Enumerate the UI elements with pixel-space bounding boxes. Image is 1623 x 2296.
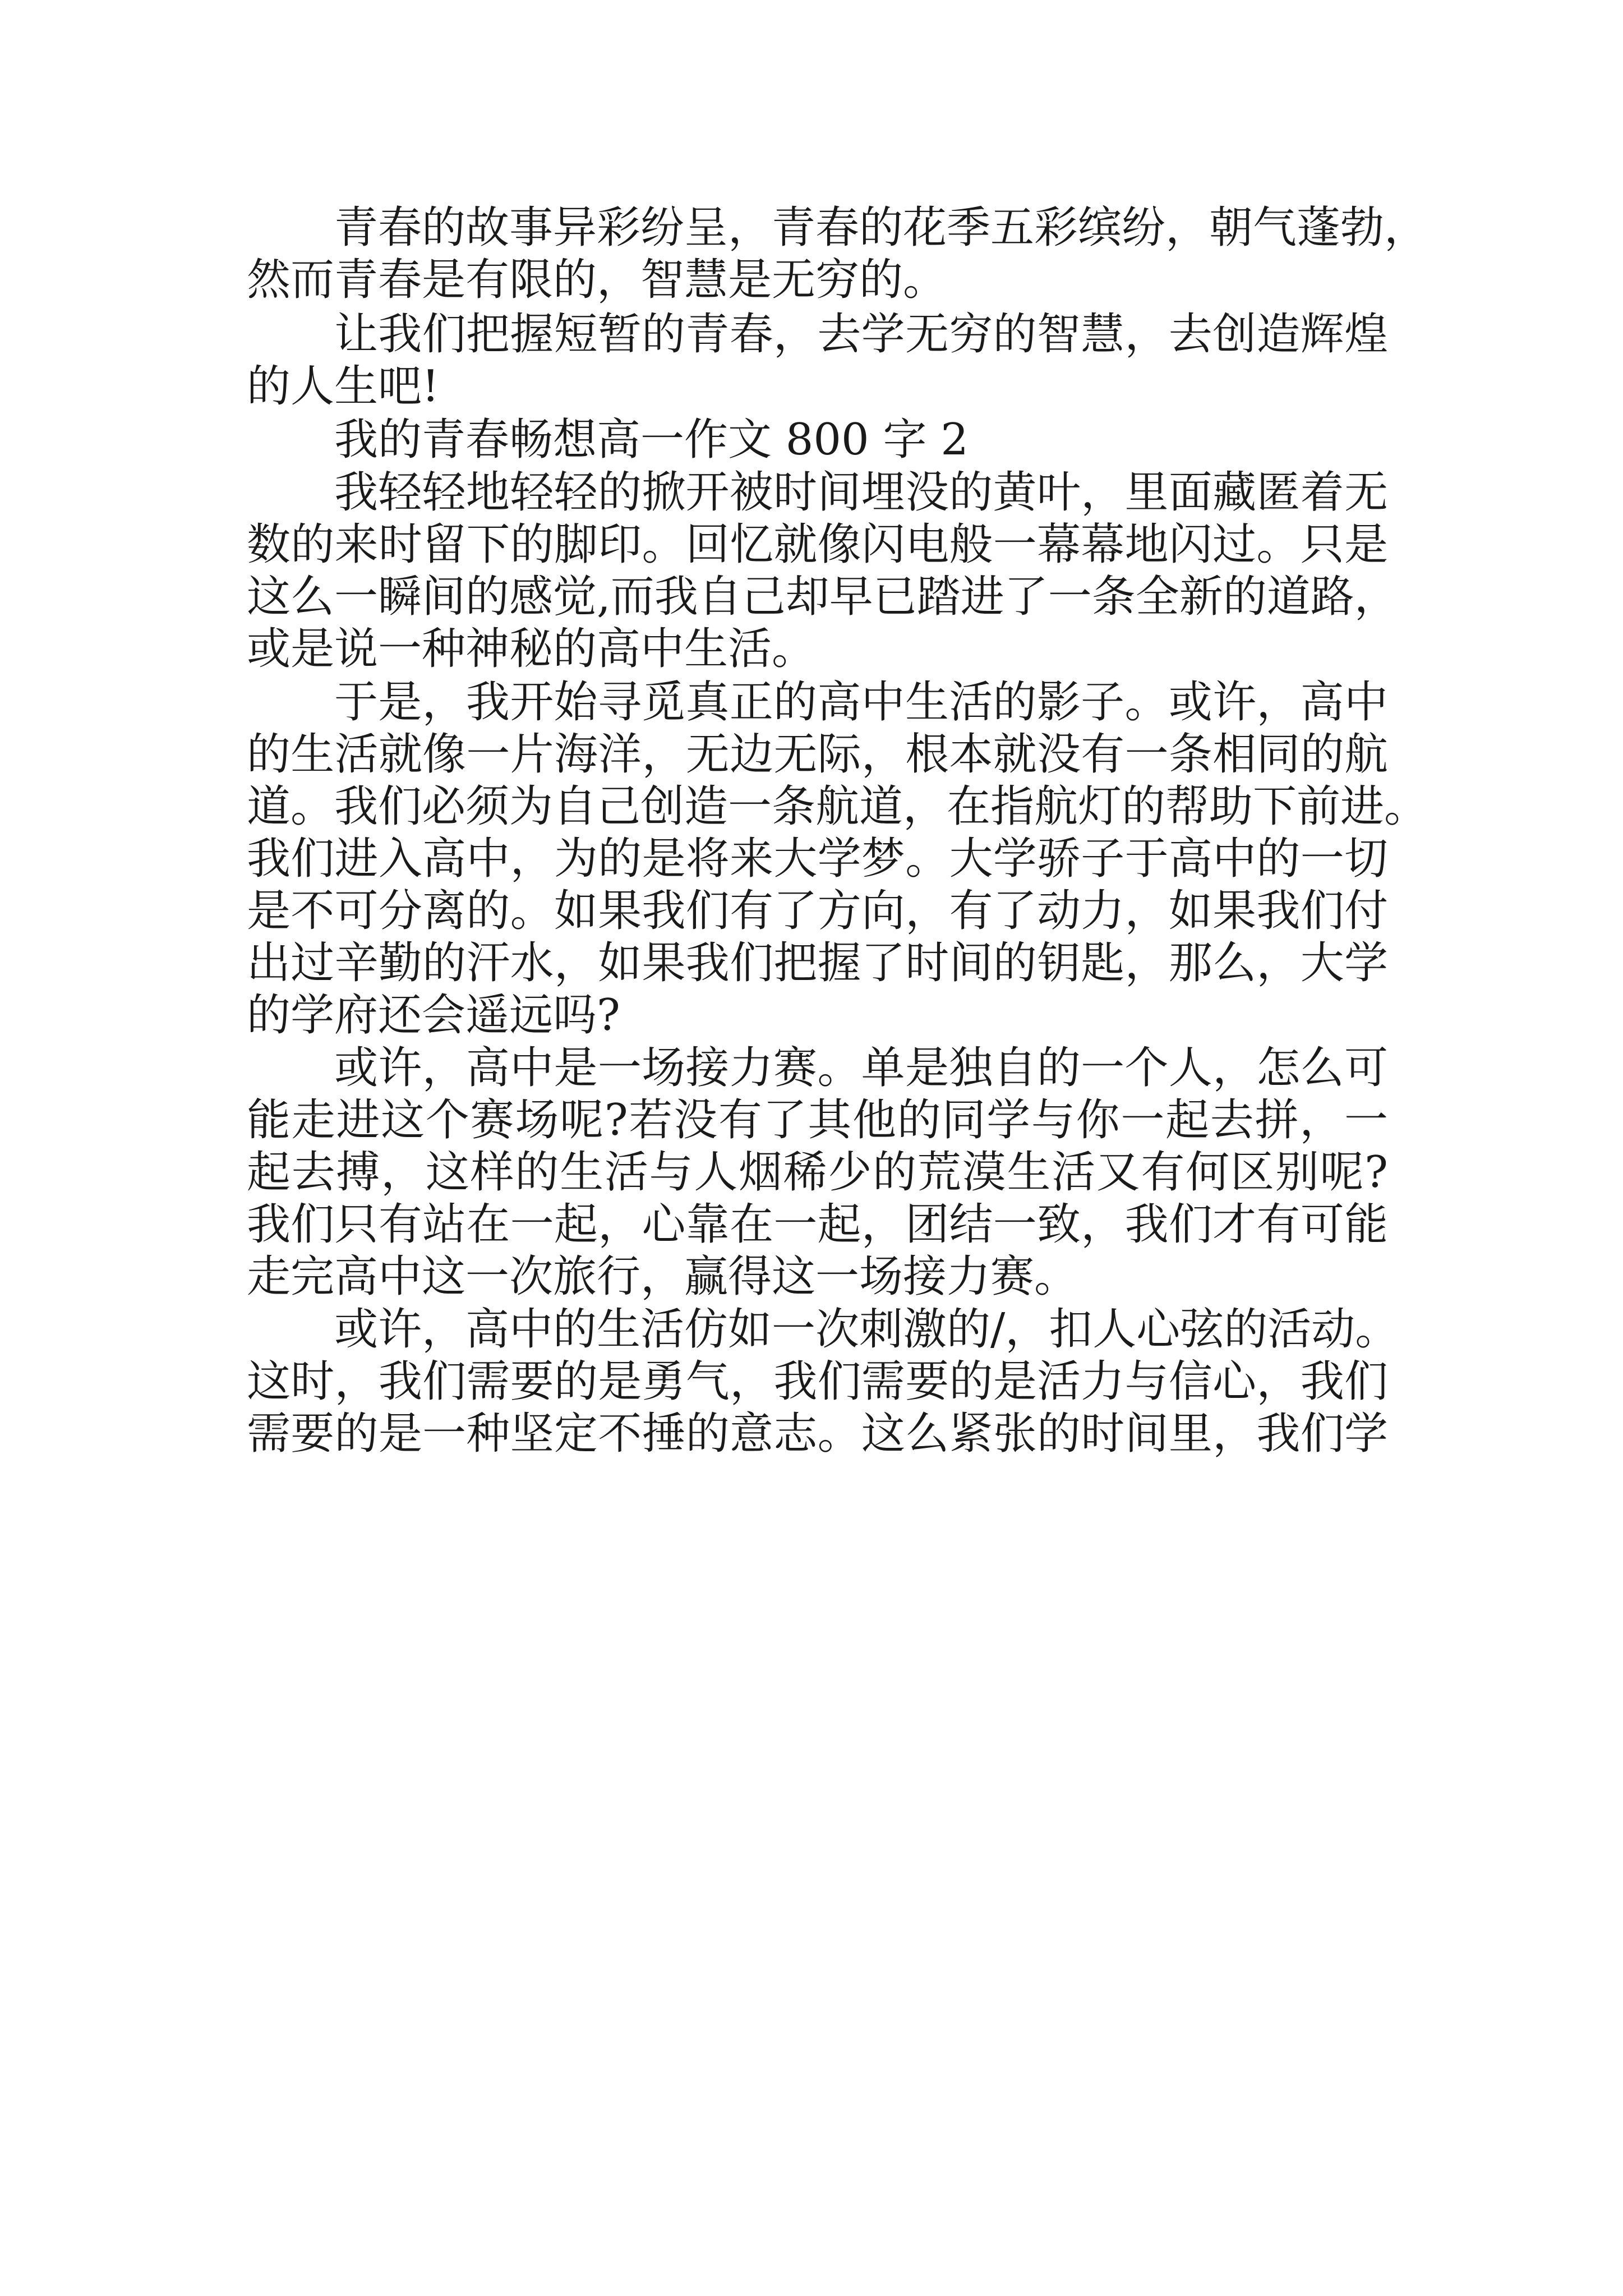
text-line: 出过辛勤的汗水，如果我们把握了时间的钥匙，那么，大学 xyxy=(247,938,1388,988)
text-line: 这么一瞬间的感觉,而我自己却早已踏进了一条全新的道路， xyxy=(247,572,1398,622)
text-line: 我轻轻地轻轻的掀开被时间埋没的黄叶，里面藏匿着无 xyxy=(334,467,1388,518)
text-line: 或许，高中是一场接力赛。单是独自的一个人，怎么可 xyxy=(334,1043,1388,1093)
text-line: 的学府还会遥远吗? xyxy=(247,990,620,1041)
text-line: 能走进这个赛场呢?若没有了其他的同学与你一起去拼，一 xyxy=(247,1095,1388,1145)
text-line: 或许，高中的生活仿如一次刺激的/，扣人心弦的活动。 xyxy=(334,1304,1399,1355)
text-line: 道。我们必须为自己创造一条航道，在指航灯的帮助下前进。 xyxy=(247,781,1428,832)
text-line: 青春的故事异彩纷呈，青春的花季五彩缤纷，朝气蓬勃， xyxy=(334,203,1428,253)
text-line: 我们只有站在一起，心靠在一起，团结一致，我们才有可能 xyxy=(247,1199,1388,1250)
text-line: 或是说一种神秘的高中生活。 xyxy=(247,624,816,674)
text-line: 需要的是一种坚定不捶的意志。这么紧张的时间里，我们学 xyxy=(247,1409,1388,1459)
text-line: 的人生吧! xyxy=(247,361,440,412)
text-line: 起去搏，这样的生活与人烟稀少的荒漠生活又有何区别呢? xyxy=(247,1147,1388,1198)
text-line: 让我们把握短暂的青春，去学无穷的智慧，去创造辉煌 xyxy=(334,309,1388,360)
text-line: 于是，我开始寻觅真正的高中生活的影子。或许，高中 xyxy=(334,677,1388,728)
text-line: 的生活就像一片海洋，无边无际，根本就没有一条相同的航 xyxy=(247,729,1388,780)
section-heading: 我的青春畅想高一作文 800 字 2 xyxy=(334,415,969,465)
text-line: 走完高中这一次旅行，赢得这一场接力赛。 xyxy=(247,1251,1078,1302)
text-line: 数的来时留下的脚印。回忆就像闪电般一幕幕地闪过。只是 xyxy=(247,519,1388,570)
text-line: 是不可分离的。如果我们有了方向，有了动力，如果我们付 xyxy=(247,886,1388,936)
text-line: 我们进入高中，为的是将来大学梦。大学骄子于高中的一切 xyxy=(247,834,1388,884)
text-line: 然而青春是有限的，智慧是无穷的。 xyxy=(247,255,947,305)
text-line: 这时，我们需要的是勇气，我们需要的是活力与信心，我们 xyxy=(247,1356,1388,1407)
